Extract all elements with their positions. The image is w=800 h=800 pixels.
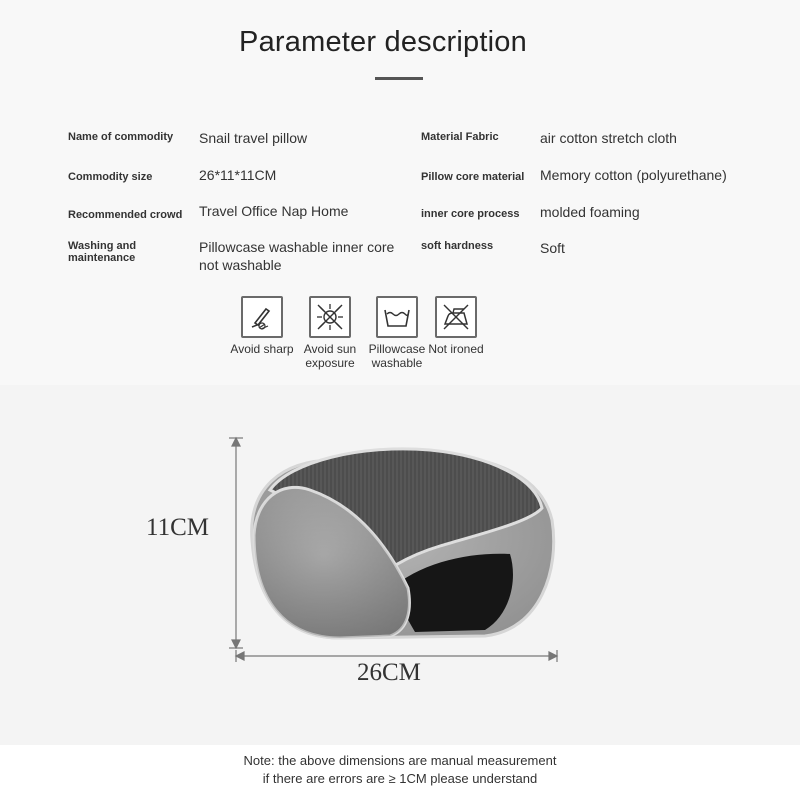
care-caption-iron: Not ironed — [428, 342, 484, 356]
param-value-hardness: Soft — [540, 240, 565, 256]
param-value-name: Snail travel pillow — [199, 130, 308, 146]
param-value-fabric: air cotton stretch cloth — [540, 130, 677, 146]
param-value-process: molded foaming — [540, 204, 640, 220]
param-label-size: Commodity size — [68, 171, 153, 183]
width-label: 26CM — [357, 659, 421, 686]
note-line-2: if there are errors are ≥ 1CM please understand — [262, 771, 538, 786]
param-label-core: Pillow core material — [421, 171, 525, 183]
pillow-product-image — [240, 430, 570, 650]
param-value-core: Memory cotton (polyurethane) — [540, 167, 727, 183]
height-label: 11CM — [146, 514, 209, 541]
param-label-washing: Washing and maintenance — [68, 240, 137, 264]
param-label-crowd: Recommended crowd — [68, 209, 183, 221]
care-caption-sharp: Avoid sharp — [230, 342, 294, 356]
param-label-hardness: soft hardness — [421, 240, 494, 252]
care-caption-wash: Pillowcase washable — [368, 342, 426, 370]
care-caption-sun: Avoid sun exposure — [303, 342, 357, 370]
measurement-note — [0, 752, 800, 788]
param-value-washing: Pillowcase washable inner core not washable — [199, 239, 395, 273]
param-value-size: 26*11*11CM — [199, 167, 277, 183]
param-label-fabric: Material Fabric — [421, 131, 499, 143]
note-line-1: Note: the above dimensions are manual measurement — [243, 753, 557, 768]
param-label-name: Name of commodity — [68, 131, 174, 143]
param-value-crowd: Travel Office Nap Home — [199, 203, 349, 219]
param-label-process: inner core process — [421, 208, 520, 220]
page-title: Parameter description — [239, 26, 527, 58]
